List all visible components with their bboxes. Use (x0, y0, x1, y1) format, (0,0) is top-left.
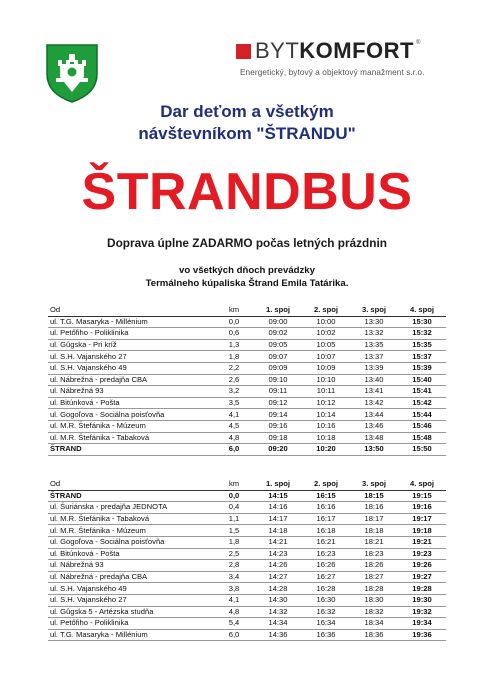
departure-time: 13:44 (350, 409, 398, 421)
distance-km: 0,4 (214, 502, 254, 514)
departure-time: 18:34 (350, 618, 398, 630)
departure-time: 16:21 (302, 536, 350, 548)
departure-time: 18:28 (350, 583, 398, 595)
departure-time: 10:07 (302, 351, 350, 363)
column-header: 2. spoj (302, 479, 350, 490)
stop-name: ul. S.H. Vajanského 49 (48, 362, 214, 374)
departure-time: 15:42 (398, 397, 446, 409)
distance-km: 6,0 (214, 629, 254, 641)
distance-km: 0,0 (214, 316, 254, 328)
distance-km: 3,8 (214, 583, 254, 595)
table-row (48, 432, 446, 444)
table-row (48, 525, 446, 537)
departure-time: 18:23 (350, 548, 398, 560)
table-row (48, 409, 446, 421)
stop-name: ul. S.H. Vajanského 49 (48, 583, 214, 595)
table-row (48, 536, 446, 548)
departure-time: 16:23 (302, 548, 350, 560)
departure-time: 09:11 (254, 386, 302, 398)
stop-name: ul. Bitúnková - Pošta (48, 397, 214, 409)
distance-km: 3,5 (214, 397, 254, 409)
column-header: 1. spoj (254, 305, 302, 316)
stop-name: ul. T.G. Masaryka - Millénium (48, 629, 214, 641)
table-row (48, 316, 446, 328)
timetable-return (48, 479, 446, 641)
departure-time: 09:05 (254, 339, 302, 351)
departure-time: 19:34 (398, 618, 446, 630)
departure-time: 18:17 (350, 513, 398, 525)
table-row (48, 560, 446, 572)
page-title: ŠTRANDBUS (81, 163, 413, 221)
departure-time: 15:37 (398, 351, 446, 363)
departure-time: 18:26 (350, 560, 398, 572)
departure-time: 14:32 (254, 606, 302, 618)
table-row (48, 444, 446, 456)
departure-time: 15:50 (398, 444, 446, 456)
intro-line-2: návštevníkom "ŠTRANDU" (138, 124, 356, 143)
table-row (48, 362, 446, 374)
stop-name: ul. Nábrežná - predajňa CBA (48, 571, 214, 583)
column-header: 2. spoj (302, 305, 350, 316)
departure-time: 09:00 (254, 316, 302, 328)
brand-square-icon (236, 44, 251, 59)
departure-time: 13:35 (350, 339, 398, 351)
departure-time: 15:48 (398, 432, 446, 444)
departure-time: 13:42 (350, 397, 398, 409)
table-row (48, 374, 446, 386)
departure-time: 19:32 (398, 606, 446, 618)
distance-km: 4,5 (214, 420, 254, 432)
departure-time: 10:16 (302, 420, 350, 432)
departure-time: 16:28 (302, 583, 350, 595)
departure-time: 09:14 (254, 409, 302, 421)
table-row (48, 490, 446, 502)
coat-of-arms-icon (44, 42, 100, 104)
table-header-row (48, 305, 446, 316)
stop-name: ul. Gûgska 5 - Artézska studňa (48, 606, 214, 618)
stop-name: ŠTRAND (48, 490, 214, 502)
departure-time: 19:28 (398, 583, 446, 595)
column-header: Od (48, 305, 214, 316)
departure-time: 15:39 (398, 362, 446, 374)
departure-time: 09:02 (254, 328, 302, 340)
distance-km: 1,8 (214, 536, 254, 548)
departure-time: 09:09 (254, 362, 302, 374)
departure-time: 19:15 (398, 490, 446, 502)
distance-km: 1,3 (214, 339, 254, 351)
departure-time: 10:18 (302, 432, 350, 444)
departure-time: 10:12 (302, 397, 350, 409)
departure-time: 13:41 (350, 386, 398, 398)
distance-km: 4,8 (214, 606, 254, 618)
departure-time: 15:35 (398, 339, 446, 351)
departure-time: 10:10 (302, 374, 350, 386)
stop-name: ul. M.R. Štefánika - Tabaková (48, 432, 214, 444)
table-row (48, 629, 446, 641)
departure-time: 14:17 (254, 513, 302, 525)
departure-time: 16:34 (302, 618, 350, 630)
column-header: 4. spoj (398, 305, 446, 316)
table-row (48, 513, 446, 525)
distance-km: 4,1 (214, 594, 254, 606)
stop-name: ul. S.H. Vajanského 27 (48, 594, 214, 606)
departure-time: 14:16 (254, 502, 302, 514)
distance-km: 4,1 (214, 409, 254, 421)
stop-name: ul. Gûgska - Pri kríž (48, 339, 214, 351)
departure-time: 14:15 (254, 490, 302, 502)
distance-km: 0,6 (214, 328, 254, 340)
departure-time: 18:30 (350, 594, 398, 606)
departure-time: 13:39 (350, 362, 398, 374)
brand-registered: ® (416, 40, 421, 46)
departure-time: 19:26 (398, 560, 446, 572)
table-row (48, 502, 446, 514)
stop-name: ul. Nábrežná - predajňa CBA (48, 374, 214, 386)
stop-name: ul. Petőfiho - Poliklinika (48, 328, 214, 340)
departure-time: 09:10 (254, 374, 302, 386)
table-row (48, 386, 446, 398)
timetable-outbound (48, 305, 446, 456)
departure-time: 15:32 (398, 328, 446, 340)
brand-logo (236, 40, 450, 96)
distance-km: 2,6 (214, 374, 254, 386)
stop-name: ul. M.R. Štefánika - Tabaková (48, 513, 214, 525)
departure-time: 16:30 (302, 594, 350, 606)
distance-km: 3,4 (214, 571, 254, 583)
departure-time: 14:30 (254, 594, 302, 606)
table-row (48, 420, 446, 432)
departure-time: 10:20 (302, 444, 350, 456)
departure-time: 16:16 (302, 502, 350, 514)
stop-name: ul. Nábrežná 93 (48, 560, 214, 572)
stop-name: ul. M.R. Štefánika - Múzeum (48, 420, 214, 432)
distance-km: 2,5 (214, 548, 254, 560)
departure-time: 16:15 (302, 490, 350, 502)
operating-days-line-1: vo všetkých dňoch prevádzky (179, 265, 315, 276)
table-row (48, 594, 446, 606)
departure-time: 14:36 (254, 629, 302, 641)
departure-time: 14:26 (254, 560, 302, 572)
stop-name: ul. Bitúnková - Pošta (48, 548, 214, 560)
departure-time: 09:07 (254, 351, 302, 363)
departure-time: 18:27 (350, 571, 398, 583)
brand-name: BYTKOMFORT (255, 38, 414, 63)
departure-time: 19:21 (398, 536, 446, 548)
departure-time: 14:18 (254, 525, 302, 537)
stop-name: ul. Gogoľova - Sociálna poisťovňa (48, 536, 214, 548)
table-row (48, 571, 446, 583)
distance-km: 4,8 (214, 432, 254, 444)
stop-name: ul. Gogoľova - Sociálna poisťovňa (48, 409, 214, 421)
departure-time: 19:17 (398, 513, 446, 525)
departure-time: 15:40 (398, 374, 446, 386)
departure-time: 19:18 (398, 525, 446, 537)
departure-time: 09:20 (254, 444, 302, 456)
departure-time: 19:36 (398, 629, 446, 641)
table-row (48, 351, 446, 363)
distance-km: 6,0 (214, 444, 254, 456)
departure-time: 16:27 (302, 571, 350, 583)
table-header-row (48, 479, 446, 490)
table-row (48, 583, 446, 595)
departure-time: 19:16 (398, 502, 446, 514)
departure-time: 09:12 (254, 397, 302, 409)
departure-time: 19:30 (398, 594, 446, 606)
brand-tagline: Energetický, bytový a objektový manažment s.r.o. (240, 68, 425, 77)
stop-name: ŠTRAND (48, 444, 214, 456)
departure-time: 10:02 (302, 328, 350, 340)
departure-time: 15:30 (398, 316, 446, 328)
departure-time: 10:00 (302, 316, 350, 328)
departure-time: 14:23 (254, 548, 302, 560)
distance-km: 2,8 (214, 560, 254, 572)
column-header: km (214, 479, 254, 490)
departure-time: 13:48 (350, 432, 398, 444)
intro-line-1: Dar deťom a všetkým (160, 102, 334, 121)
table-row (48, 328, 446, 340)
departure-time: 13:37 (350, 351, 398, 363)
column-header: Od (48, 479, 214, 490)
departure-time: 09:16 (254, 420, 302, 432)
departure-time: 16:17 (302, 513, 350, 525)
departure-time: 14:21 (254, 536, 302, 548)
departure-time: 10:09 (302, 362, 350, 374)
departure-time: 18:32 (350, 606, 398, 618)
departure-time: 18:16 (350, 502, 398, 514)
table-row (48, 606, 446, 618)
departure-time: 16:36 (302, 629, 350, 641)
departure-time: 16:18 (302, 525, 350, 537)
distance-km: 5,4 (214, 618, 254, 630)
departure-time: 14:28 (254, 583, 302, 595)
departure-time: 14:27 (254, 571, 302, 583)
column-header: 3. spoj (350, 305, 398, 316)
table-row (48, 618, 446, 630)
departure-time: 14:34 (254, 618, 302, 630)
stop-name: ul. Nábrežná 93 (48, 386, 214, 398)
column-header: 3. spoj (350, 479, 398, 490)
distance-km: 2,2 (214, 362, 254, 374)
operating-days-line-2: Termálneho kúpaliska Štrand Emila Tatárika. (145, 278, 349, 289)
departure-time: 18:36 (350, 629, 398, 641)
departure-time: 10:14 (302, 409, 350, 421)
stop-name: ul. Šuriánska - predajňa JEDNOTA (48, 502, 214, 514)
stop-name: ul. Petőfiho - Poliklinika (48, 618, 214, 630)
table-row (48, 548, 446, 560)
table-row (48, 397, 446, 409)
departure-time: 13:32 (350, 328, 398, 340)
departure-time: 13:50 (350, 444, 398, 456)
column-header: km (214, 305, 254, 316)
distance-km: 3,2 (214, 386, 254, 398)
departure-time: 15:44 (398, 409, 446, 421)
column-header: 1. spoj (254, 479, 302, 490)
departure-time: 16:26 (302, 560, 350, 572)
departure-time: 18:18 (350, 525, 398, 537)
column-header: 4. spoj (398, 479, 446, 490)
departure-time: 13:40 (350, 374, 398, 386)
table-row (48, 339, 446, 351)
departure-time: 09:18 (254, 432, 302, 444)
departure-time: 10:11 (302, 386, 350, 398)
stop-name: ul. T.G. Masaryka - Millénium (48, 316, 214, 328)
free-transport-line: Doprava úplne ZADARMO počas letných prázdnin (107, 236, 387, 250)
departure-time: 18:21 (350, 536, 398, 548)
departure-time: 19:23 (398, 548, 446, 560)
distance-km: 1,1 (214, 513, 254, 525)
departure-time: 15:41 (398, 386, 446, 398)
departure-time: 13:46 (350, 420, 398, 432)
departure-time: 16:32 (302, 606, 350, 618)
distance-km: 1,8 (214, 351, 254, 363)
stop-name: ul. M.R. Štefánika - Múzeum (48, 525, 214, 537)
stop-name: ul. S.H. Vajanského 27 (48, 351, 214, 363)
departure-time: 13:30 (350, 316, 398, 328)
distance-km: 1,5 (214, 525, 254, 537)
distance-km: 0,0 (214, 490, 254, 502)
departure-time: 19:27 (398, 571, 446, 583)
departure-time: 10:05 (302, 339, 350, 351)
departure-time: 15:46 (398, 420, 446, 432)
departure-time: 18:15 (350, 490, 398, 502)
